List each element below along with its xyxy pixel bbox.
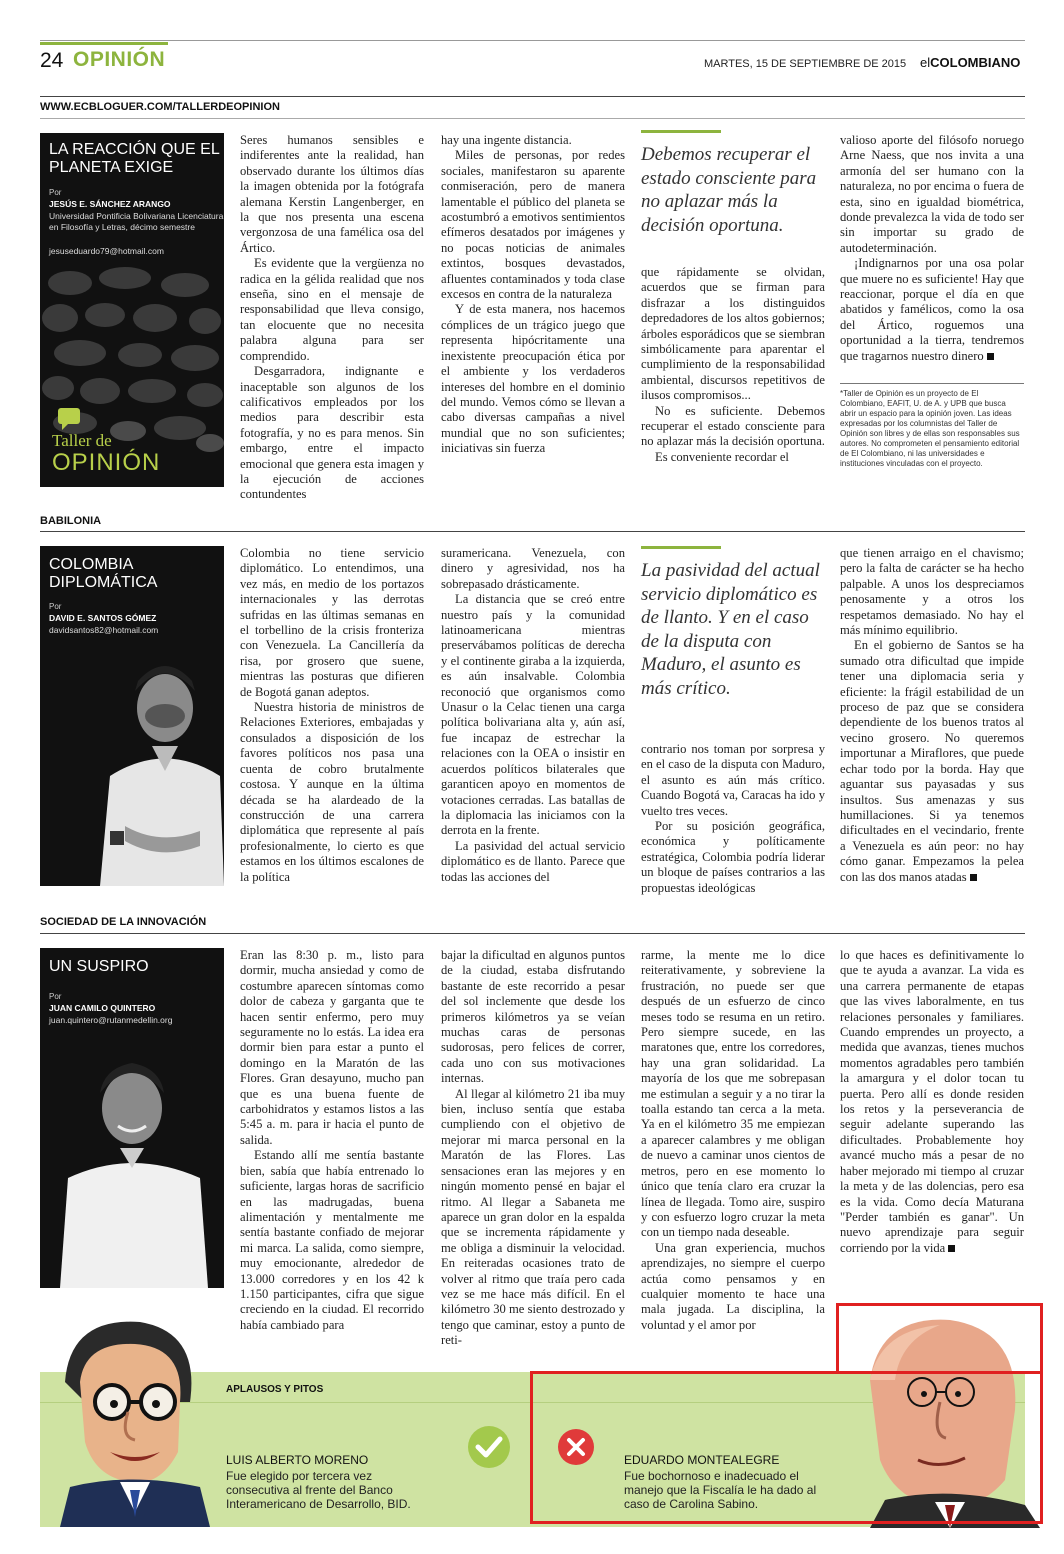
paragraph [840, 256, 1024, 364]
speech-bubble-icon [58, 408, 80, 424]
article3-column-1 [240, 948, 424, 1363]
pullquote-bar [641, 130, 721, 133]
person-name: EDUARDO MONTEALEGRE [624, 1453, 780, 1467]
paragraph: La distancia que se creó entre nuestro país y la comunidad latinoamericana mientras preservábamos políticas de derecha y el continente giraba a la izquierda, es aún insalvable. Colombia reconoció que organismos como Unasur o la Celac tienen una carga política bolivariana alta y, aún así, fue incapaz de estrechar la relaciones con la OEA o insistir en acuerdos políticos bilaterales que garanticen apoyo en momentos de votaciones cerradas. Las batallas de la diplomacia las iniciamos con la derrota en la frente. [441, 592, 625, 838]
paragraph: Por su posición geográfica, económica y políticamente estratégica, Colombia podría liderar un bloque de países contrarios a las propuestas ideológicas [641, 819, 825, 895]
paragraph: Seres humanos sensibles e indiferentes ante la realidad, han observado durante los últimos días la imagen obtenida por la fotógrafa alemana Kerstin Langenberger, en la que nos presenta una escena vergonzosa de una famélica osa del Ártico. [240, 133, 424, 255]
paragraph: Una gran experiencia, muchos aprendizajes, no siempre el cuerpo actúa como pensamos y en cualquier momento te hace una mala jugada. La disciplina, la voluntad y el amor por [641, 1240, 825, 1332]
rule [840, 383, 1024, 384]
end-mark [987, 353, 994, 360]
paragraph: contrario nos toman por sorpresa y en el caso de la disputa con Maduro, el asunto es aún más crítico. Cuando Bogotá va, Caracas ha ido y vuelto tres veces. [641, 742, 825, 818]
paragraph: Al llegar al kilómetro 21 iba muy bien, incluso sentía que estaba cumpliendo con el objetivo de mejorar mi marca personal en la Maratón de las Flores. Las sensaciones eran las mejores y en ningún momento pensé en bajar el ritmo. Al llegar a Sabaneta me aparece un gran dolor en la espalda que se incrementa rápidamente y me obliga a disminuir la velocidad. En reiteradas ocasiones trato de volver al ritmo que traía pero cada vez se me hace más difícil. En el kilómetro 30 me siento destrozado y tengo que caminar, estoy a punto de reti- [441, 1086, 625, 1348]
author-email: juan.quintero@rutanmedellin.org [49, 1015, 173, 1025]
paragraph: Desgarradora, indignante e inaceptable son algunos de los calificativos empleados por los medios para describir esta fotografía, y no es para menos. Sin embargo, entre el impacto emocional que genera esta imagen y la ejecución de acciones contundentes [240, 364, 424, 502]
rubric[interactable]: SOCIEDAD DE LA INNOVACIÓN [40, 916, 207, 928]
pullquote: La pasividad del actual servicio diplomático es de llanto. Y en el caso de la disputa con Maduro, el asunto es más crítico. [641, 560, 820, 699]
article-title: UN SUSPIRO [49, 958, 149, 975]
article-title: LA REACCIÓN QUE EL PLANETA EXIGE [49, 141, 220, 176]
author-email: jesuseduardo79@hotmail.com [49, 246, 164, 256]
aplausos-label: APLAUSOS Y PITOS [226, 1384, 324, 1395]
pullquote-bar [641, 546, 721, 549]
article1-column-3 [641, 265, 825, 491]
rule [40, 96, 1025, 97]
rule [40, 933, 1025, 934]
article1-column-4 [840, 133, 1024, 379]
author-name: JESÚS E. SÁNCHEZ ARANGO [49, 199, 171, 209]
paragraph: que rápidamente se olvidan, acuerdos que se firman para disfrazar a los distinguidos depredadores de los altos gobiernos; árboles esporádicos que se siembran simbólicamente para aparentar el cumplimiento de la responsabilidad ambiental, discursos repetitivos de ilusos compromisos... [641, 265, 825, 403]
section-accent [40, 42, 168, 45]
paragraph: La pasividad del actual servicio diplomático es de llanto. Parece que todas las acciones del [441, 838, 625, 884]
author-affiliation: Universidad Pontificia Bolivariana Licenciatura en Filosofía y Letras, décimo semestre [49, 211, 224, 232]
disclaimer-note: *Taller de Opinión es un proyecto de El Colombiano, EAFIT, U. de A. y UPB que busca abrir un espacio para la opinión joven. Las ideas expresadas por los columnistas del Taller de Opinión son libres y de ellas son responsables sus autores. No comprometen el pensamiento editorial de El Colombiano, ni las universidades e instituciones vinculadas con el proyecto. [840, 389, 1020, 468]
rubric[interactable]: BABILONIA [40, 515, 102, 527]
logo-line1: Taller de [52, 431, 112, 450]
article2-column-4 [840, 546, 1024, 891]
end-mark [948, 1245, 955, 1252]
byline-label: Por [49, 992, 62, 1001]
rule [40, 531, 1025, 532]
paragraph-text: En el gobierno de Santos se ha sumado otra dificultad que impide tener una diplomacia seria y eficiente: la frágil estabilidad de un proceso de paz que se considera dependiente de los buenos tratos al vecino grosero. No queremos importunar a Miraflores, que puede echar todo por la borda. Hay que aguantar sus payasadas y sus insultos. Sus amenazas y sus humillaciones. Si ya tenemos dificultades en el vecindario, frente a Venezuela es aún peor: no hay cómo ganar. Empezamos la pelea con las dos manos atadas [840, 638, 1024, 884]
paragraph: Colombia no tiene servicio diplomático. Lo entendimos, una vez más, en medio de los portazos internacionales y las derrotas sufridas en las últimas semanas en el torbellino de la crisis fronteriza con Venezuela. La Cancillería da risa, por grosero que suene, mientras las posturas que difieren de Bogotá ganan adeptos. [240, 546, 424, 699]
end-mark [970, 874, 977, 881]
author-name: JUAN CAMILO QUINTERO [49, 1003, 156, 1013]
author-box [40, 133, 224, 487]
brand-name: COLOMBIANO [930, 55, 1021, 70]
paragraph: Y de esta manera, nos hacemos cómplices de un trágico juego que representa hipócritamente una inexistente preocupación ética por el ambiente y los verdaderos intereses del hombre en el dominio del mundo. Vemos cómo se llevan a cabo diversas campañas a nivel mundial que no son suficientes; iniciativas sin fuerza [441, 302, 625, 456]
rule [40, 118, 1025, 119]
article3-column-2 [441, 948, 625, 1363]
paragraph: Nuestra historia de ministros de Relaciones Exteriores, embajadas y consulados a disposición de los favores políticos nos pasa una cuenta de cobro brutalmente costosa. Y aunque en la última década se ha alardeado de la construcción de una carrera diplomática que represente al país profesionalmente, lo cierto es que estamos en los últimos escalones de la política [240, 700, 424, 884]
highlight-box-top [836, 1303, 1043, 1373]
byline-label: Por [49, 188, 62, 197]
article3-column-3 [641, 948, 825, 1363]
article1-column-2 [441, 133, 625, 491]
article2-column-2 [441, 546, 625, 891]
paragraph-text: ¡Indignarnos por una osa polar que muere no es suficiente! Hay que reaccionar, porque el día en que abatidos y famélicos, como la osa del Ártico, roguemos una oportunidad a la tierra, tendremos que tragarnos nuestro dinero [840, 256, 1024, 363]
article1-column-1 [240, 133, 424, 502]
paragraph: que tienen arraigo en el chavismo; pero la falta de carácter se ha hecho palpable. A unos los despreciamos penosamente y a otros los respetamos demasiado. No hay el más mínimo equilibrio. [840, 546, 1024, 638]
author-box [40, 948, 224, 1288]
check-icon [467, 1425, 511, 1469]
section-title: OPINIÓN [73, 48, 166, 71]
article2-column-1 [240, 546, 424, 891]
author-photo [40, 646, 224, 886]
person-description: Fue bochornoso e inadecuado el manejo que la Fiscalía le ha dado al caso de Carolina Sabino. [624, 1469, 817, 1511]
brand-logo [920, 55, 1020, 70]
person-description: Fue elegido por tercera vez consecutiva al frente del Banco Interamericano de Desarrollo, BID. [226, 1469, 411, 1511]
author-email: davidsantos82@hotmail.com [49, 625, 159, 635]
paragraph: hay una ingente distancia. [441, 133, 572, 147]
highlight-box [530, 1371, 1043, 1524]
paragraph: No es suficiente. Debemos recuperar el estado consciente para no aplazar más la decisión oportuna. [641, 403, 825, 449]
article3-column-4 [840, 948, 1024, 1284]
page-number: 24 [40, 49, 64, 72]
paragraph: Estando allí me sentía bastante bien, sabía que había entrenado lo suficiente, largas horas de sacrificio en las madrugadas, buena alimentación y mentalmente me sentía bastante confiado de mejorar mi marca. La salida, como siempre, muy emocionante, alrededor de 13.000 corredores y en los 42 k 1.150 participantes, cifra que sigue creciendo en la ciudad. El recorrido había cambiado para [240, 1148, 424, 1332]
issue-date: MARTES, 15 DE SEPTIEMBRE DE 2015 [704, 58, 907, 70]
byline-label: Por [49, 602, 62, 611]
paragraph: Es evidente que la vergüenza no radica en la gélida realidad que nos enseña, sino en el mensaje de responsabilidad que lleva consigo, tan elocuente que no necesita palabra alguna para ser comprendido. [240, 256, 424, 363]
caricature-luis-alberto-moreno [40, 1312, 210, 1527]
author-box [40, 546, 224, 886]
article-title: COLOMBIA DIPLOMÁTICA [49, 556, 158, 591]
paragraph-text: lo que haces es definitivamente lo que te ayuda a avanzar. La vida es una carrera permanente de etapas que las vives laboralmente, en tus relaciones personales y familiares. Cuando emprendes un proyecto, a medida que avanzas, tienes muchos momentos agradables pero también la amargura y el dolor tocan tu puerta. Pero allí es donde residen los retos y la perseverancia de seguir adelante superando las dificultades. Probablemente hoy avancé mucho más a pesar de no haber mejorado mi tiempo al cruzar la meta y de las dolencias, pero esa es la vida. Como decía Maturana "Perder también es ganar". Un nuevo aprendizaje para seguir corriendo por la vida [840, 948, 1024, 1255]
paragraph: bajar la dificultad en algunos puntos de la ciudad, estaba disfrutando bastante de este recorrido a pesar del sol inclemente que desde los primeros kilómetros ya se veían muchas caras de personas sudorosas, pero felices de correr, cada uno con sus motivaciones internas. [441, 948, 625, 1086]
top-rule [40, 40, 1025, 41]
person-name: LUIS ALBERTO MORENO [226, 1453, 369, 1467]
article2-column-3 [641, 742, 825, 895]
paragraph [840, 638, 1024, 885]
highlight-edge [530, 1371, 839, 1374]
pullquote: Debemos recuperar el estado consciente para no aplazar más la decisión oportuna. [641, 144, 817, 236]
author-name: DAVID E. SANTOS GÓMEZ [49, 613, 157, 623]
paragraph: suramericana. Venezuela, con dinero y agresividad, nos ha sobrepasado drásticamente. [441, 546, 625, 591]
paragraph: Eran las 8:30 p. m., listo para dormir, mucha ansiedad y como de costumbre aparecen síntomas como dolor de cabeza y garganta que te hacen sentir enfermo, pero muy seguramente no lo estás. La idea era dormir bien para estar a punto el domingo en la Maratón de las Flores. Gran desayuno, mucho pan que es una buena fuente de carbohidratos y estamos listos a las 5:45 a. m. para ir hacia el punto de salida. [240, 948, 424, 1147]
paragraph: Miles de personas, por redes sociales, manifestaron su aparente conmiseración, pero de manera lamentable el público del planeta se acostumbró a emotivos sentimientos efímeros desatados por imágenes y no pocas noticias de animales extintos, bosques devastados, afluentes contaminados y toda clase excesos en contra de la naturaleza [441, 148, 625, 302]
brand-prefix: el [920, 55, 931, 70]
paragraph: Es conveniente recordar el [655, 449, 789, 464]
author-photo [40, 1048, 224, 1288]
paragraph: rarme, la mente me lo dice reiterativamente, y sobreviene la frustración, no puede ser que después de un esfuerzo de cinco meses todo se resuma en un retiro. Pero siempre sucede, en las maratones que, entre los corredores, hay una gran solidaridad. La mayoría de los que me sobrepasan me estimulan a seguir y a no tirar la toalla estando tan cerca a la meta. Ya en el kilómetro 35 me empiezan a aparecer calambres y me obligan de nuevo a caminar unos cientos de metros, pero en ese momento lo único que tenía claro era cruzar la línea de llegada. Tomo aire, suspiro y con esfuerzo logro cruzar la meta con un tiempo nada deseable. [641, 948, 825, 1240]
logo-line2: OPINIÓN [52, 449, 161, 476]
paragraph: valioso aporte del filósofo noruego Arne Naess, que nos invita a una armonía del ser humano con la naturaleza, no por encima o fuera de esta, sino en igualdad biométrica, donde prevalezca la vida de todo ser sin importar su grado de autodeterminación. [840, 133, 1024, 255]
rubric[interactable]: WWW.ECBLOGUER.COM/TALLERDEOPINION [40, 101, 280, 113]
